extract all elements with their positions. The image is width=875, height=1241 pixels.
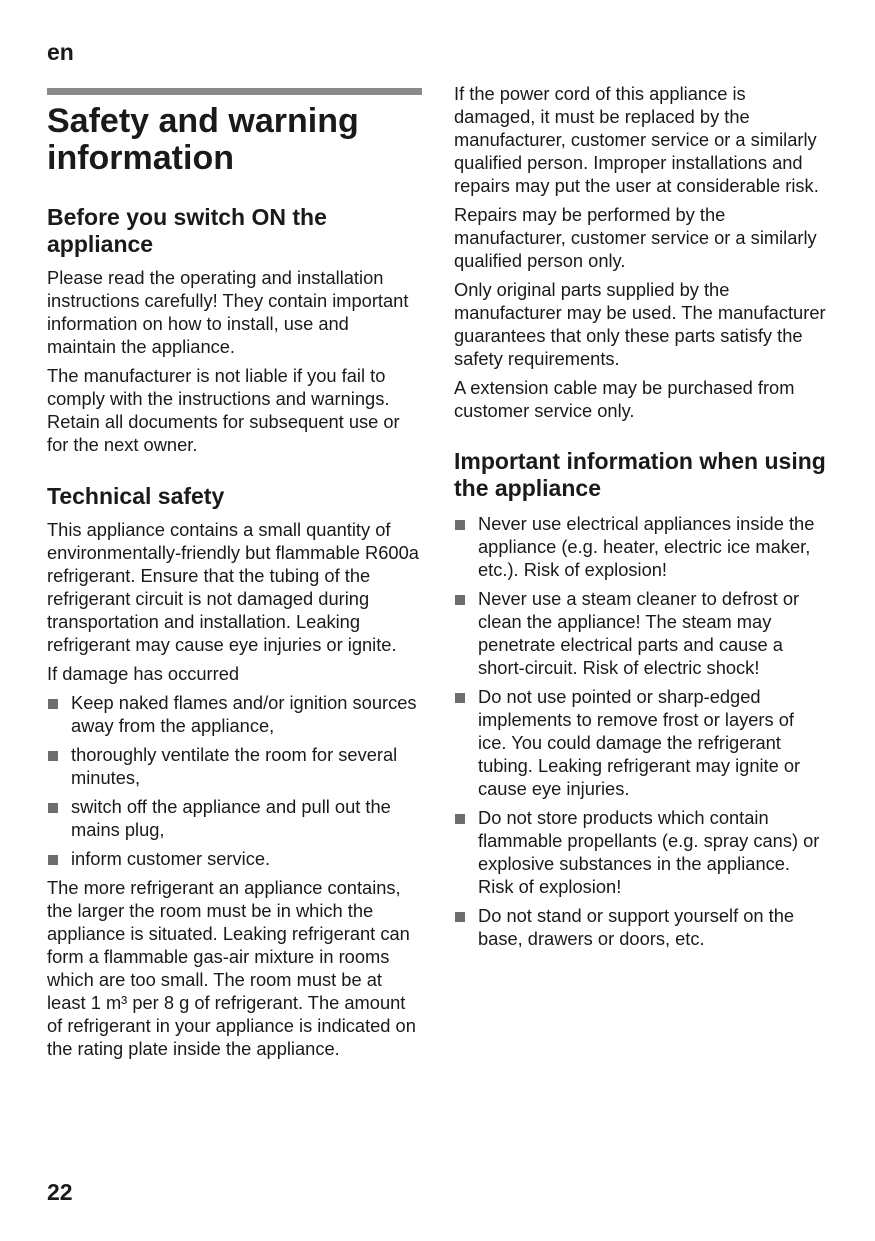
list-item — [454, 685, 826, 800]
square-bullet-icon — [48, 699, 58, 709]
list-item-text: Do not store products which contain flammable propellants (e.g. spray cans) or explosive substances in the appliance. Risk of explosion! — [478, 807, 820, 897]
left-column — [47, 88, 422, 1060]
list-item — [454, 904, 826, 950]
list-item — [454, 587, 826, 679]
square-bullet-icon — [455, 912, 465, 922]
square-bullet-icon — [48, 855, 58, 865]
square-bullet-icon — [48, 751, 58, 761]
list-item — [47, 691, 422, 737]
list-item-text: thoroughly ventilate the room for several minutes, — [71, 744, 398, 788]
list-item-text: Keep naked flames and/or ignition sources away from the appliance, — [71, 692, 417, 736]
paragraph-refrigerant-info: This appliance contains a small quantity of environmentally-friendly but flammable R600a refrigerant. Ensure that the tubing of the refrigerant circuit is not damaged during transportation and installation. Leaking refrigerant may cause eye injuries or ignite. — [47, 519, 419, 655]
square-bullet-icon — [455, 814, 465, 824]
paragraph-original-parts: Only original parts supplied by the manufacturer may be used. The manufacturer guarantees that only these parts satisfy the safety requirements. — [454, 279, 826, 369]
square-bullet-icon — [455, 520, 465, 530]
square-bullet-icon — [455, 693, 465, 703]
list-item — [454, 512, 826, 581]
paragraph-read-instructions: Please read the operating and installation instructions carefully! They contain important information on how to install, use and maintain the appliance. — [47, 267, 409, 357]
paragraph-power-cord: If the power cord of this appliance is damaged, it must be replaced by the manufacturer, customer service or a similarly qualified person. Improper installations and repairs may put the user at considerable risk. — [454, 83, 819, 196]
paragraph-manufacturer-liability: The manufacturer is not liable if you fail to comply with the instructions and warnings. Retain all documents for subsequent use or for the next owner. — [47, 365, 400, 455]
paragraph-extension-cable: A extension cable may be purchased from customer service only. — [454, 377, 795, 421]
list-item — [454, 806, 826, 898]
section-heading-technical-safety: Technical safety — [47, 483, 225, 509]
list-item — [47, 743, 422, 789]
list-item-text: Do not use pointed or sharp-edged implements to remove frost or layers of ice. You could damage the refrigerant tubing. Leaking refrigerant may ignite or cause eye injuries. — [478, 686, 801, 799]
page-title: Safety and warning information — [47, 102, 359, 177]
paragraph-repairs: Repairs may be performed by the manufacturer, customer service or a similarly qualified person only. — [454, 204, 817, 271]
section-heading-before-switch-on: Before you switch ON the appliance — [47, 204, 327, 257]
list-item — [47, 795, 422, 841]
important-information-list — [454, 512, 826, 950]
right-column — [454, 82, 826, 956]
list-item-text: Never use electrical appliances inside the appliance (e.g. heater, electric ice maker, etc.). Risk of explosion! — [478, 513, 815, 580]
list-item-text: Do not stand or support yourself on the base, drawers or doors, etc. — [478, 905, 795, 949]
language-code: en — [47, 39, 74, 65]
damage-steps-list — [47, 691, 422, 870]
paragraph-room-size: The more refrigerant an appliance contains, the larger the room must be in which the appliance is situated. Leaking refrigerant can form a flammable gas-air mixture in rooms which are too small. The room must be at least 1 m³ per 8 g of refrigerant. The amount of refrigerant in your appliance is indicated on the rating plate inside the appliance. — [47, 877, 416, 1059]
page-number: 22 — [47, 1179, 73, 1205]
paragraph-if-damage: If damage has occurred — [47, 663, 240, 684]
square-bullet-icon — [455, 595, 465, 605]
list-item-text: Never use a steam cleaner to defrost or clean the appliance! The steam may penetrate electrical parts and cause a short-circuit. Risk of electric shock! — [478, 588, 800, 678]
section-heading-important-information: Important information when using the appliance — [454, 448, 826, 501]
list-item-text: inform customer service. — [71, 848, 271, 869]
square-bullet-icon — [48, 803, 58, 813]
list-item — [47, 847, 422, 870]
list-item-text: switch off the appliance and pull out the mains plug, — [71, 796, 391, 840]
title-rule — [47, 88, 422, 95]
